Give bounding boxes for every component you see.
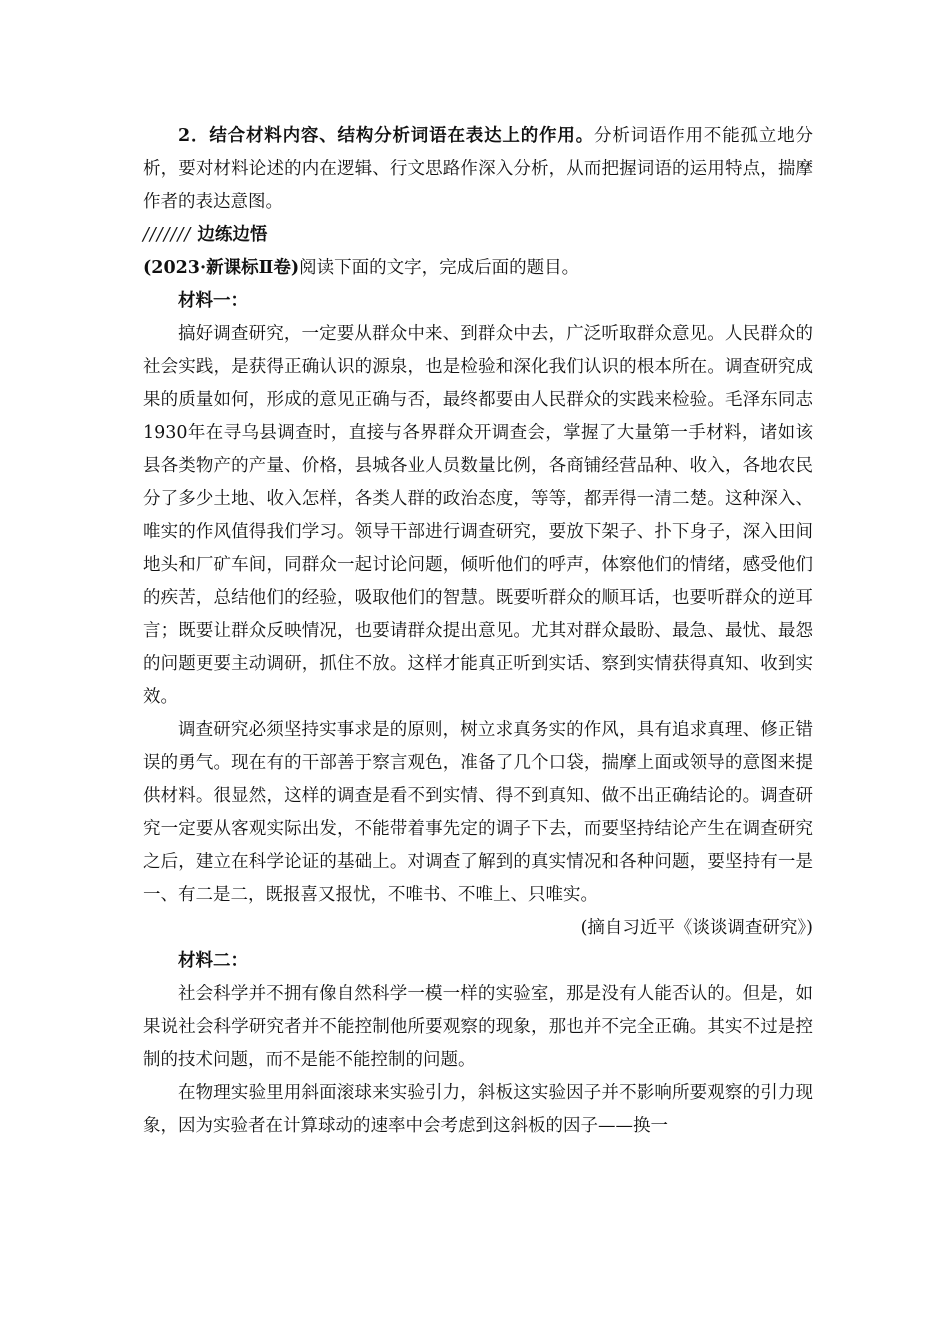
material-1-paragraph-1: 搞好调查研究，一定要从群众中来、到群众中去，广泛听取群众意见。人民群众的社会实践，是获得正确认识的源泉，也是检验和深化我们认识的根本所在。调查研究成果的质量如何，形成的意见正确与否，最终都要由人民群众的实践来检验。毛泽东同志1930年在寻乌县调查时，直接与各界群众开调查会，掌握了大量第一手材料，诸如该县各类物产的产量、价格，县城各业人员数量比例，各商铺经营品种、收入，各地农民分了多少土地、收入怎样，各类人群的政治态度，等等，都弄得一清二楚。这种深入、唯实的作风值得我们学习。领导干部进行调查研究，要放下架子、扑下身子，深入田间地头和厂矿车间，同群众一起讨论问题，倾听他们的呼声，体察他们的情绪，感受他们的疾苦，总结他们的经验，吸取他们的智慧。既要听群众的顺耳话，也要听群众的逆耳言；既要让群众反映情况，也要请群众提出意见。尤其对群众最盼、最急、最忧、最怨的问题更要主动调研，抓住不放。这样才能真正听到实话、察到实情获得真知、收到实效。 [143, 324, 813, 707]
point-2-text: 分析词语作用不能孤立地分析，要对材料论述的内在逻辑、行文思路作深入分析，从而把握词语的运用特点，揣摩作者的表达意图。 [143, 126, 813, 212]
question-source: (2023·新课标Ⅱ卷) [143, 258, 300, 278]
practice-heading [143, 219, 813, 252]
document-page [143, 120, 813, 1143]
section-divider-slashes: /////// [143, 225, 192, 245]
point-2-paragraph [143, 120, 813, 219]
material-1-citation: (摘自习近平《谈谈调查研究》) [580, 918, 813, 938]
material-2-label: 材料二： [178, 951, 248, 971]
material-2-paragraph-2: 在物理实验里用斜面滚球来实验引力，斜板这实验因子并不影响所要观察的引力现象，因为实验者在计算球动的速率中会考虑到这斜板的因子——换一 [143, 1083, 813, 1136]
question-intro [143, 252, 813, 285]
material-2-paragraph-1: 社会科学并不拥有像自然科学一模一样的实验室，那是没有人能否认的。但是，如果说社会科学研究者并不能控制他所要观察的现象，那也并不完全正确。其实不过是控制的技术问题，而不是能不能控制的问题。 [143, 984, 813, 1070]
practice-title: 边练边悟 [191, 225, 268, 245]
question-instruction: 阅读下面的文字，完成后面的题目。 [299, 258, 580, 278]
material-1-paragraph-2: 调查研究必须坚持实事求是的原则，树立求真务实的作风，具有追求真理、修正错误的勇气。现在有的干部善于察言观色，准备了几个口袋，揣摩上面或领导的意图来提供材料。很显然，这样的调查是看不到实情、得不到真知、做不出正确结论的。调查研究一定要从客观实际出发，不能带着事先定的调子下去，而要坚持结论产生在调查研究之后，建立在科学论证的基础上。对调查了解到的真实情况和各种问题，要坚持有一是一、有二是二，既报喜又报忧，不唯书、不唯上、只唯实。 [143, 720, 813, 905]
material-1-label: 材料一： [178, 291, 248, 311]
point-2-number: 2． [178, 126, 210, 146]
point-2-bold-text: 结合材料内容、结构分析词语在表达上的作用。 [209, 126, 594, 146]
